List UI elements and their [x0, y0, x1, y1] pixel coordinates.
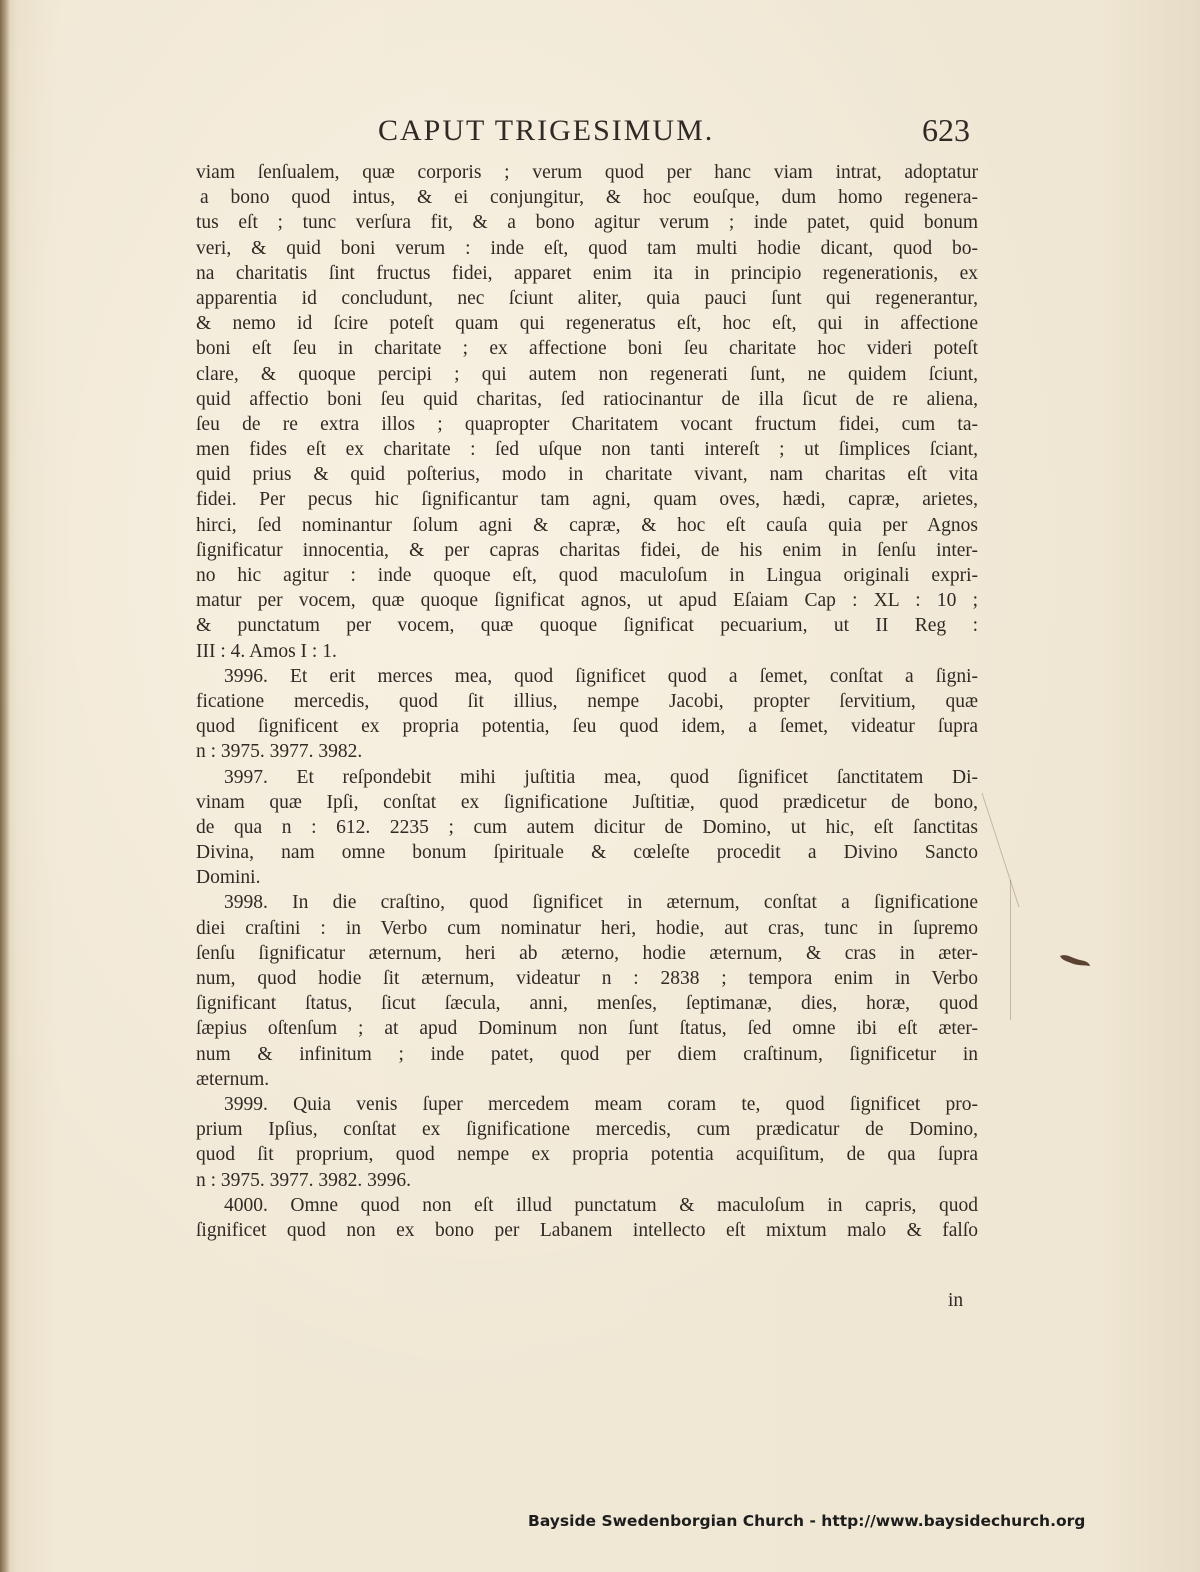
paragraph-start-3999: 3999. Quia venis ſuper mercedem meam coram te, quod ſignificet pro- — [224, 1093, 978, 1115]
text-line: hirci, ſed nominantur ſolum agni & capræ, & hoc eſt cauſa quia per Agnos — [196, 514, 978, 536]
body-text — [196, 160, 978, 1243]
text-line: diei craſtini : in Verbo cum nominatur heri, hodie, aut cras, tunc in ſupremo — [196, 917, 978, 939]
show-through-line — [1010, 880, 1011, 1020]
paragraph-start-4000: 4000. Omne quod non eſt illud punctatum & maculoſum in capris, quod — [224, 1194, 978, 1216]
catchword: in — [948, 1290, 964, 1311]
page-number: 623 — [922, 112, 970, 148]
text-line: n : 3975. 3977. 3982. — [196, 741, 363, 763]
text-line: ficatione mercedis, quod ſit illius, nempe Jacobi, propter ſervitium, quæ — [196, 690, 978, 712]
text-line: III : 4. Amos I : 1. — [196, 640, 337, 662]
text-line: apparentia id concludunt, nec ſciunt aliter, quia pauci ſunt qui regenerantur, — [196, 287, 978, 309]
text-line: tus eſt ; tunc verſura fit, & a bono agitur verum ; inde patet, quid bonum — [196, 212, 978, 234]
binding-edge — [0, 0, 10, 1572]
text-line: num, quod hodie ſit æternum, videatur n : 2838 ; tempora enim in Verbo — [196, 968, 978, 989]
text-line: no hic agitur : inde quoque eſt, quod maculoſum in Lingua originali expri- — [196, 565, 978, 586]
text-line: matur per vocem, quæ quoque ſignificat agnos, ut apud Eſaiam Cap : XL : 10 ; — [196, 590, 978, 612]
text-line: ſignificet quod non ex bono per Labanem intellecto eſt mixtum malo & falſo — [196, 1219, 978, 1241]
text-line: quod ſignificent ex propria potentia, ſeu quod idem, a ſemet, videatur ſupra — [196, 716, 978, 738]
text-line: & punctatum per vocem, quæ quoque ſignificat pecuarium, ut II Reg : — [196, 615, 978, 637]
text-line: viam ſenſualem, quæ corporis ; verum quod per hanc viam intrat, adoptatur — [196, 162, 978, 183]
text-line: a bono quod intus, & ei conjungitur, & hoc eouſque, dum homo regenera- — [200, 187, 978, 209]
text-line: vinam quæ Ipſi, conſtat ex ſignificatione Juſtitiæ, quod prædicetur de bono, — [196, 791, 978, 813]
running-head: CAPUT TRIGESIMUM. — [378, 114, 715, 147]
paragraph-start-3997: 3997. Et reſpondebit mihi juſtitia mea, quod ſignificet ſanctitatem Di- — [224, 766, 978, 788]
text-line: de qua n : 612. 2235 ; cum autem dicitur de Domino, ut hic, eſt ſanctitas — [196, 816, 978, 838]
text-line: ſæpius oſtenſum ; at apud Dominum non ſunt ſtatus, ſed omne ibi eſt æter- — [196, 1018, 978, 1040]
text-line: na charitatis ſint fructus fidei, apparet enim ita in principio regenerationis, ex — [196, 262, 978, 284]
text-line: quod ſit proprium, quod nempe ex propria potentia acquiſitum, de qua ſupra — [196, 1144, 978, 1166]
text-line: clare, & quoque percipi ; qui autem non regenerati ſunt, ne quidem ſciunt, — [196, 363, 978, 385]
text-line: ſignificatur innocentia, & per capras charitas fidei, de his enim in ſenſu inter- — [196, 539, 978, 561]
text-line: fidei. Per pecus hic ſignificantur tam agni, quam oves, hædi, capræ, arietes, — [196, 489, 978, 511]
text-line: num & infinitum ; inde patet, quod per diem craſtinum, ſignificetur in — [196, 1043, 978, 1065]
text-line: veri, & quid boni verum : inde eſt, quod tam multi hodie dicant, quod bo- — [196, 237, 978, 259]
text-line: Domini. — [196, 867, 261, 889]
text-line: boni eſt ſeu in charitate ; ex affectione boni ſeu charitate hoc videri poteſt — [196, 338, 978, 360]
text-line: quid affectio boni ſeu quid charitas, ſed ratiocinantur de illa ſicut de re aliena, — [196, 388, 978, 410]
text-line: men fides eſt ex charitate : ſed uſque non tanti intereſt ; ut ſimplices ſciant, — [196, 439, 978, 461]
text-line: ſeu de re extra illos ; quapropter Charitatem vocant fructum fidei, cum ta- — [196, 413, 978, 435]
text-line: quid prius & quid poſterius, modo in charitate vivant, nam charitas eſt vita — [196, 464, 978, 486]
text-line: & nemo id ſcire poteſt quam qui regeneratus eſt, hoc eſt, qui in affectione — [196, 313, 978, 335]
paragraph-start-3998: 3998. In die craſtino, quod ſignificet in æternum, conſtat a ſignificatione — [224, 892, 978, 914]
paragraph-start-3996: 3996. Et erit merces mea, quod ſignificet quod a ſemet, conſtat a ſigni- — [224, 665, 978, 687]
text-line: Divina, nam omne bonum ſpirituale & cœleſte procedit a Divino Sancto — [196, 842, 978, 864]
text-line: n : 3975. 3977. 3982. 3996. — [196, 1169, 412, 1191]
show-through-line — [981, 793, 1019, 907]
text-line: prium Ipſius, conſtat ex ſignificatione mercedis, cum prædicatur de Domino, — [196, 1119, 978, 1141]
text-line: æternum. — [196, 1068, 270, 1090]
text-line: ſignificant ſtatus, ſicut ſæcula, anni, menſes, ſeptimanæ, dies, horæ, quod — [196, 993, 978, 1015]
ink-blot-mark — [1058, 952, 1092, 968]
source-footer: Bayside Swedenborgian Church - http://www.baysidechurch.org — [528, 1512, 1086, 1530]
text-line: ſenſu ſignificatur æternum, heri ab æterno, hodie æternum, & cras in æter- — [196, 942, 978, 964]
